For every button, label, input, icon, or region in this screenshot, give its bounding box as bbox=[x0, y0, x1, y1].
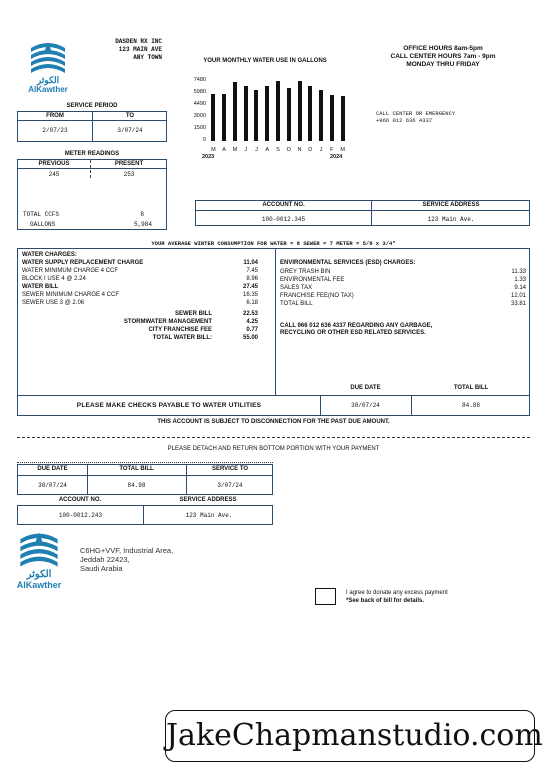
call-center-phone: +966 012 636 4337 bbox=[376, 117, 433, 124]
meter-present-value: 253 bbox=[123, 171, 135, 178]
water-charge-value: 8.96 bbox=[246, 276, 258, 282]
chart-x-tick-label: M bbox=[232, 147, 238, 153]
usage-chart bbox=[180, 77, 355, 164]
water-charge-row bbox=[22, 284, 258, 291]
env-charge-label: ENVIRONMENTAL FEE bbox=[280, 277, 345, 283]
meter-present-label: PRESENT bbox=[114, 161, 144, 167]
water-charge-value: 11.04 bbox=[243, 260, 258, 266]
consumption-note: YOUR AVERAGE WINTER CONSUMPTION FOR WATER = 8 SEWER = 7 METER = 5/8 x 3/4" bbox=[151, 240, 396, 247]
water-charges-list bbox=[22, 260, 258, 308]
chart-bar bbox=[287, 88, 291, 141]
stub-due-date-label: DUE DATE bbox=[37, 466, 68, 472]
watermark-text: JakeChapmanstudio.com bbox=[166, 718, 543, 753]
service-from-date: 2/07/23 bbox=[42, 127, 68, 134]
donate-line2: *See back of bill for details. bbox=[346, 598, 425, 604]
call-center-hours-line: CALL CENTER HOURS 7am - 9pm bbox=[390, 53, 496, 60]
bottom-logo bbox=[16, 530, 62, 590]
watermark-banner bbox=[165, 710, 543, 762]
chart-x-tick-label: F bbox=[330, 147, 334, 153]
chart-y-tick-label: 1500 bbox=[193, 125, 206, 131]
chart-bar bbox=[319, 90, 323, 141]
chart-y-tick-label: 5980 bbox=[193, 89, 206, 95]
water-subtotal-row bbox=[78, 311, 258, 318]
stub-service-label: SERVICE ADDRESS bbox=[179, 497, 237, 503]
water-charge-row bbox=[22, 268, 258, 275]
address-line3: Saudi Arabia bbox=[80, 564, 123, 573]
water-subtotal-row bbox=[78, 319, 258, 326]
env-charge-row bbox=[280, 285, 526, 292]
chart-bar bbox=[265, 86, 269, 141]
meter-readings-title: METER READINGS bbox=[64, 151, 120, 157]
gallons-label: GALLONS bbox=[30, 221, 56, 228]
water-subtotal-label: STORMWATER MANAGEMENT bbox=[123, 319, 212, 325]
water-subtotal-value: 0.77 bbox=[246, 327, 258, 333]
company-street: 123 MAIN AVE bbox=[118, 46, 162, 53]
chart-y-tick-label: 3000 bbox=[193, 113, 206, 119]
env-charge-value: 12.01 bbox=[510, 293, 526, 299]
meter-previous-value: 245 bbox=[48, 171, 60, 178]
chart-x-tick-label: S bbox=[276, 147, 280, 153]
water-charge-value: 16.35 bbox=[242, 292, 258, 298]
env-charge-value: 33.81 bbox=[510, 301, 526, 307]
chart-bar bbox=[211, 94, 215, 141]
gallons-value: 5,984 bbox=[133, 221, 152, 228]
stub-service-to-label: SERVICE TO bbox=[211, 466, 249, 472]
meter-readings-box bbox=[17, 159, 167, 230]
env-charges-title: ENVIRONMENTAL SERVICES (ESD) CHARGES: bbox=[280, 260, 416, 266]
chart-y-tick-label: 4490 bbox=[193, 101, 206, 107]
service-address-label: SERVICE ADDRESS bbox=[422, 202, 480, 208]
company-city: ANY TOWN bbox=[133, 54, 162, 61]
water-charge-value: 27.45 bbox=[242, 284, 258, 290]
env-charge-value: 9.14 bbox=[514, 285, 526, 291]
env-charge-value: 11.33 bbox=[511, 269, 526, 275]
bottom-logo-text-arabic: الكوثر bbox=[26, 569, 52, 580]
env-charge-label: FRANCHISE FEE(NO TAX) bbox=[280, 293, 354, 299]
detach-line bbox=[17, 437, 530, 438]
call-center-info bbox=[376, 110, 455, 124]
disconnect-note: THIS ACCOUNT IS SUBJECT TO DISCONNECTION FOR THE PAST DUE AMOUNT. bbox=[157, 419, 390, 425]
service-to-date: 3/07/24 bbox=[117, 127, 143, 134]
water-subtotal-label: TOTAL WATER BILL: bbox=[152, 335, 212, 341]
chart-x-tick-label: A bbox=[222, 147, 226, 153]
water-charge-label: WATER BILL bbox=[22, 284, 59, 290]
chart-y-tick-label: 7480 bbox=[193, 77, 206, 83]
logo-text-english: AlKawther bbox=[28, 85, 68, 94]
chart-bar bbox=[276, 81, 280, 141]
water-charge-label: BLOCK I USE 4 @ 2.24 bbox=[22, 276, 86, 282]
total-ccfs-label: TOTAL CCFS bbox=[23, 211, 60, 218]
donate-text bbox=[346, 589, 448, 605]
chart-x-tick-label: J bbox=[244, 147, 248, 153]
stub-due-box bbox=[17, 464, 273, 495]
water-subtotal-label: SEWER BILL bbox=[175, 311, 212, 317]
chart-x-tick-label: J bbox=[319, 147, 323, 153]
address-line1: C6HG+VVF, Industrial Area, bbox=[80, 546, 174, 555]
env-charge-label: TOTAL BILL bbox=[280, 301, 313, 307]
stub-service-value: 123 Main Ave. bbox=[185, 512, 233, 519]
due-date-label: DUE DATE bbox=[350, 385, 381, 391]
service-from-label: FROM bbox=[46, 113, 64, 119]
water-subtotal-label: CITY FRANCHISE FEE bbox=[148, 327, 212, 333]
charges-box bbox=[17, 248, 530, 416]
water-charge-value: 7.45 bbox=[246, 268, 258, 274]
donate-line1: I agree to donate any excess payment bbox=[346, 590, 448, 596]
env-charge-value: 1.33 bbox=[514, 277, 526, 283]
env-charge-row bbox=[280, 293, 526, 300]
service-period-title: SERVICE PERIOD bbox=[66, 103, 118, 109]
donate-checkbox[interactable] bbox=[315, 588, 336, 605]
service-to-label: TO bbox=[125, 113, 135, 119]
env-charges-list bbox=[280, 269, 526, 309]
chart-x-tick-label: N bbox=[297, 147, 302, 153]
account-no-label: ACCOUNT NO. bbox=[262, 202, 305, 208]
company-logo bbox=[27, 40, 69, 92]
water-subtotal-row bbox=[78, 335, 258, 342]
meter-previous-label: PREVIOUS bbox=[38, 161, 70, 167]
env-note-line2: RECYCLING OR OTHER ESD RELATED SERVICES. bbox=[280, 330, 426, 336]
chart-y-tick-label: 0 bbox=[202, 137, 206, 143]
env-charge-row bbox=[280, 277, 526, 284]
chart-year-start: 2023 bbox=[202, 154, 215, 160]
water-subtotal-value: 22.53 bbox=[242, 311, 258, 317]
water-subtotal-value: 55.00 bbox=[242, 335, 258, 341]
water-charge-label: WATER SUPPLY REPLACEMENT CHARGE bbox=[22, 260, 144, 266]
env-charge-label: GREY TRASH BIN bbox=[280, 269, 331, 275]
company-name: DASDEN RX INC bbox=[115, 38, 162, 45]
company-address-block bbox=[80, 38, 162, 62]
chart-bar bbox=[308, 86, 312, 141]
chart-bar bbox=[222, 94, 226, 141]
chart-x-tick-label: M bbox=[340, 147, 345, 153]
chart-x-tick-label: M bbox=[211, 147, 216, 153]
stub-total-bill-value: 84.98 bbox=[127, 482, 146, 489]
office-days-line: MONDAY THRU FRIDAY bbox=[406, 61, 480, 68]
water-charge-row bbox=[22, 292, 258, 299]
chart-plot bbox=[208, 81, 348, 141]
chart-x-tick-label: D bbox=[308, 147, 313, 153]
water-subtotal-value: 4.25 bbox=[246, 319, 258, 325]
water-charge-row bbox=[22, 300, 258, 307]
water-subtotal-row bbox=[78, 327, 258, 334]
office-hours-line: OFFICE HOURS 8am-5pm bbox=[403, 45, 483, 52]
water-charge-label: SEWER USE 3 @ 2.06 bbox=[22, 300, 85, 306]
bottom-logo-text-english: AlKawther bbox=[16, 580, 62, 590]
water-charges-title: WATER CHARGES: bbox=[22, 252, 77, 258]
env-charge-label: SALES TAX bbox=[280, 285, 313, 291]
stub-due-date-value: 30/07/24 bbox=[38, 482, 67, 489]
logo-text-arabic: الكوثر bbox=[36, 75, 60, 85]
water-charge-row bbox=[22, 260, 258, 267]
stub-account-value: 100-0012.243 bbox=[58, 512, 103, 519]
chart-title: YOUR MONTHLY WATER USE IN GALLONS bbox=[203, 58, 327, 64]
chart-x-tick-label: A bbox=[265, 147, 270, 153]
chart-bar bbox=[244, 86, 248, 141]
mailing-address bbox=[80, 546, 173, 573]
water-charge-value: 6.18 bbox=[246, 300, 258, 306]
water-subtotals-list bbox=[78, 311, 258, 343]
water-charge-row bbox=[22, 276, 258, 283]
water-charge-label: SEWER MINIMUM CHARGE 4 CCF bbox=[22, 292, 120, 298]
office-hours bbox=[378, 45, 508, 69]
total-bill-label: TOTAL BILL bbox=[453, 385, 489, 391]
due-date-value: 30/07/24 bbox=[351, 402, 380, 409]
chart-bar bbox=[233, 82, 237, 141]
chart-bar bbox=[254, 90, 258, 141]
chart-xaxis bbox=[208, 147, 348, 155]
env-note-line1: CALL 966 012 636 4337 REGARDING ANY GARBAGE, bbox=[280, 323, 433, 329]
total-bill-value: 84.88 bbox=[461, 402, 480, 409]
chart-bar bbox=[298, 81, 302, 141]
chart-bar bbox=[341, 96, 345, 141]
call-center-label: CALL CENTER OR EMERGENCY bbox=[376, 110, 456, 117]
stub-total-bill-label: TOTAL BILL bbox=[119, 466, 154, 472]
stub-dotted-line bbox=[17, 462, 273, 463]
chart-x-tick-label: J bbox=[255, 147, 258, 153]
chart-x-tick-label: O bbox=[286, 147, 291, 153]
total-ccfs-value: 8 bbox=[140, 211, 144, 218]
chart-yaxis bbox=[180, 77, 206, 141]
payable-text: PLEASE MAKE CHECKS PAYABLE TO WATER UTILITIES bbox=[76, 402, 262, 409]
chart-year-end: 2024 bbox=[330, 154, 343, 160]
service-period-box bbox=[17, 111, 167, 142]
env-charge-row bbox=[280, 269, 526, 276]
service-address-value: 123 Main Ave. bbox=[427, 216, 475, 223]
env-note bbox=[280, 323, 432, 337]
env-charge-row bbox=[280, 301, 526, 308]
stub-service-to-value: 3/07/24 bbox=[217, 482, 243, 489]
water-charge-label: WATER MINIMUM CHARGE 4 CCF bbox=[22, 268, 118, 274]
account-box bbox=[195, 200, 530, 226]
address-line2: Jeddah 22423, bbox=[80, 555, 130, 564]
stub-account-box bbox=[17, 505, 273, 525]
account-no-value: 100-0012.345 bbox=[261, 216, 306, 223]
chart-bar bbox=[330, 95, 334, 141]
detach-note: PLEASE DETACH AND RETURN BOTTOM PORTION WITH YOUR PAYMENT bbox=[167, 446, 380, 452]
stub-account-label: ACCOUNT NO. bbox=[58, 497, 102, 503]
